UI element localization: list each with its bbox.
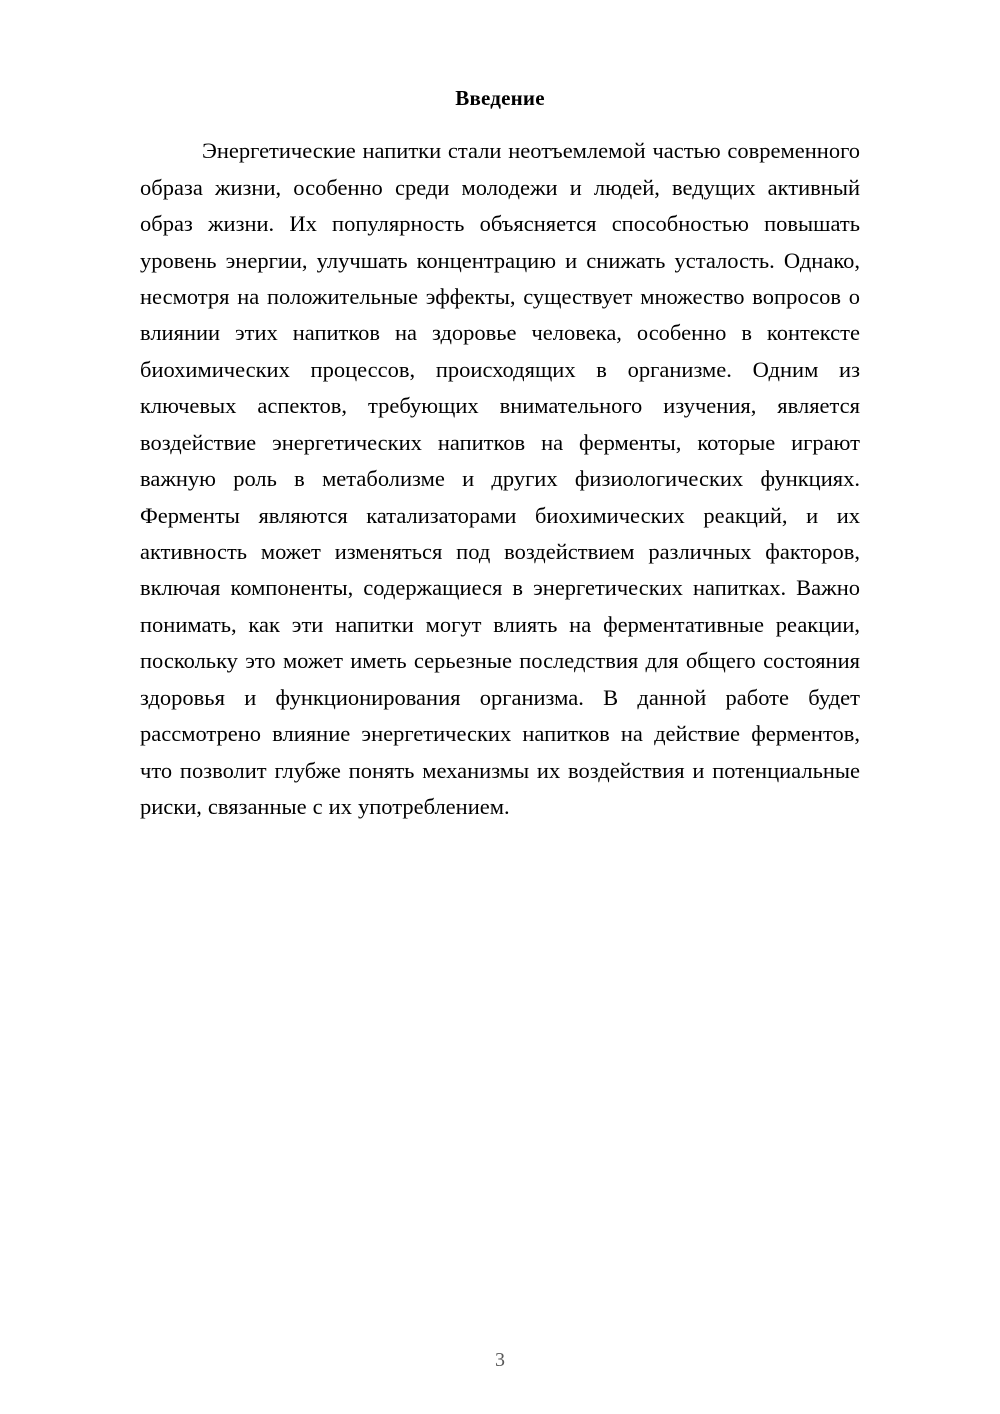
introduction-paragraph: Энергетические напитки стали неотъемлемой частью современного образа жизни, особенно среди молодежи и людей, ведущих активный образ жизни. Их популярность объясняется способностью повышать уровень энергии, улучшать концентрацию и снижать усталость. Однако, несмотря на положительные эффекты, существует множество вопросов о влиянии этих напитков на здоровье человека, особенно в контексте биохимических процессов, происходящих в организме. Одним из ключевых аспектов, требующих внимательного изучения, является воздействие энергетических напитков на ферменты, которые играют важную роль в метаболизме и других физиологических функциях. Ферменты являются катализаторами биохимических реакций, и их активность может изменяться под воздействием различных факторов, включая компоненты, содержащиеся в энергетических напитках. Важно понимать, как эти напитки могут влиять на ферментативные реакции, поскольку это может иметь серьезные последствия для общего состояния здоровья и функционирования организма. В данной работе будет рассмотрено влияние энергетических напитков на действие ферментов, что позволит глубже понять механизмы их воздействия и потенциальные риски, связанные с их употреблением. (140, 138, 860, 820)
page-number: 3 (495, 1349, 505, 1371)
page-title: Введение (455, 86, 545, 110)
